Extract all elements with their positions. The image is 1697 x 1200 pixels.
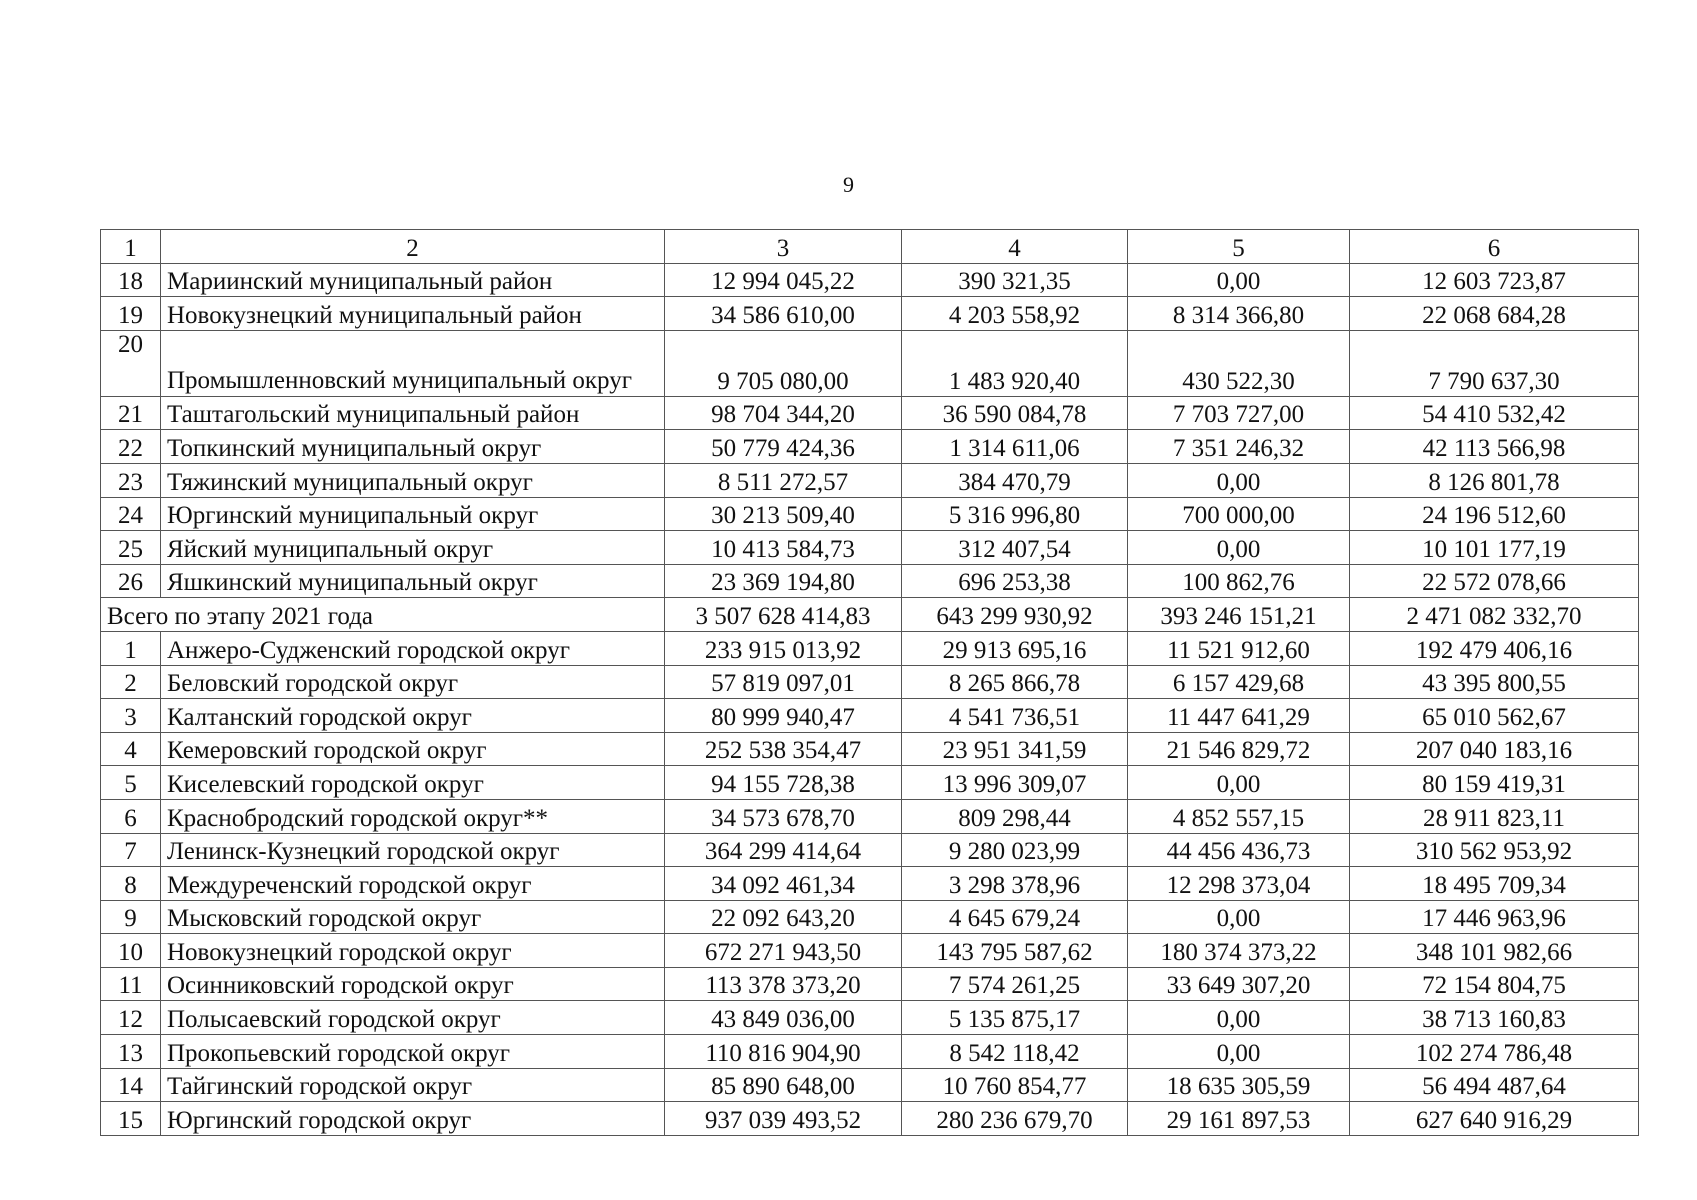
col-3-value: 34 586 610,00 (665, 297, 902, 331)
col-5-value: 7 703 727,00 (1128, 396, 1350, 430)
table-row (101, 631, 1639, 665)
row-number: 11 (101, 967, 161, 1001)
col-6-value: 627 640 916,29 (1350, 1102, 1639, 1136)
col-3-value: 43 849 036,00 (665, 1001, 902, 1035)
table-row (101, 799, 1639, 833)
col-5-value: 100 862,76 (1128, 564, 1350, 598)
col-3-value: 94 155 728,38 (665, 766, 902, 800)
table-row (101, 263, 1639, 297)
row-number: 19 (101, 297, 161, 331)
col-3-value: 110 816 904,90 (665, 1035, 902, 1069)
row-name: Киселевский городской округ (161, 766, 665, 800)
row-number: 7 (101, 833, 161, 867)
row-number: 24 (101, 497, 161, 531)
row-number: 25 (101, 531, 161, 565)
table-row (101, 564, 1639, 598)
total-c3-value: 3 507 628 414,83 (665, 598, 902, 632)
col-3-value: 22 092 643,20 (665, 900, 902, 934)
header-cell: 6 (1350, 230, 1639, 264)
total-c4-value: 643 299 930,92 (902, 598, 1128, 632)
col-4-value: 384 470,79 (902, 463, 1128, 497)
col-6-value: 12 603 723,87 (1350, 263, 1639, 297)
header-cell: 3 (665, 230, 902, 264)
col-6-value: 102 274 786,48 (1350, 1035, 1639, 1069)
col-5-value: 0,00 (1128, 1001, 1350, 1035)
col-4-value: 10 760 854,77 (902, 1068, 1128, 1102)
row-name: Калтанский городской округ (161, 699, 665, 733)
col-6-value: 54 410 532,42 (1350, 396, 1639, 430)
col-6-value: 42 113 566,98 (1350, 430, 1639, 464)
col-6-value: 18 495 709,34 (1350, 867, 1639, 901)
row-name: Яшкинский муниципальный округ (161, 564, 665, 598)
col-6-value: 43 395 800,55 (1350, 665, 1639, 699)
row-name: Анжеро-Судженский городской округ (161, 631, 665, 665)
col-6-value: 22 068 684,28 (1350, 297, 1639, 331)
row-number: 8 (101, 867, 161, 901)
col-4-value: 280 236 679,70 (902, 1102, 1128, 1136)
col-3-value: 672 271 943,50 (665, 934, 902, 968)
col-4-value: 1 314 611,06 (902, 430, 1128, 464)
col-5-value: 8 314 366,80 (1128, 297, 1350, 331)
col-6-value: 65 010 562,67 (1350, 699, 1639, 733)
table-row (101, 867, 1639, 901)
col-5-value: 0,00 (1128, 900, 1350, 934)
col-4-value: 8 542 118,42 (902, 1035, 1128, 1069)
row-name: Топкинский муниципальный округ (161, 430, 665, 464)
row-name: Новокузнецкий городской округ (161, 934, 665, 968)
header-cell: 4 (902, 230, 1128, 264)
col-5-value: 430 522,30 (1128, 330, 1350, 396)
col-6-value: 22 572 078,66 (1350, 564, 1639, 598)
row-name: Тяжинский муниципальный округ (161, 463, 665, 497)
row-number: 23 (101, 463, 161, 497)
col-4-value: 8 265 866,78 (902, 665, 1128, 699)
row-name: Мысковский городской округ (161, 900, 665, 934)
row-number: 22 (101, 430, 161, 464)
col-5-value: 7 351 246,32 (1128, 430, 1350, 464)
col-5-value: 4 852 557,15 (1128, 799, 1350, 833)
col-5-value: 18 635 305,59 (1128, 1068, 1350, 1102)
col-4-value: 7 574 261,25 (902, 967, 1128, 1001)
col-4-value: 23 951 341,59 (902, 732, 1128, 766)
row-name: Осинниковский городской округ (161, 967, 665, 1001)
col-5-value: 180 374 373,22 (1128, 934, 1350, 968)
row-number: 18 (101, 263, 161, 297)
col-5-value: 12 298 373,04 (1128, 867, 1350, 901)
col-3-value: 57 819 097,01 (665, 665, 902, 699)
col-6-value: 17 446 963,96 (1350, 900, 1639, 934)
col-4-value: 4 203 558,92 (902, 297, 1128, 331)
col-6-value: 8 126 801,78 (1350, 463, 1639, 497)
col-4-value: 390 321,35 (902, 263, 1128, 297)
total-c6-value: 2 471 082 332,70 (1350, 598, 1639, 632)
table-row (101, 1035, 1639, 1069)
col-5-value: 33 649 307,20 (1128, 967, 1350, 1001)
row-number: 10 (101, 934, 161, 968)
col-4-value: 4 645 679,24 (902, 900, 1128, 934)
col-5-value: 6 157 429,68 (1128, 665, 1350, 699)
row-name: Междуреченский городской округ (161, 867, 665, 901)
row-number: 26 (101, 564, 161, 598)
row-name: Юргинский муниципальный округ (161, 497, 665, 531)
header-cell: 2 (161, 230, 665, 264)
table-row (101, 934, 1639, 968)
row-name: Таштагольский муниципальный район (161, 396, 665, 430)
total-c5-value: 393 246 151,21 (1128, 598, 1350, 632)
col-5-value: 11 447 641,29 (1128, 699, 1350, 733)
col-4-value: 809 298,44 (902, 799, 1128, 833)
col-3-value: 12 994 045,22 (665, 263, 902, 297)
col-4-value: 9 280 023,99 (902, 833, 1128, 867)
col-6-value: 38 713 160,83 (1350, 1001, 1639, 1035)
table-row (101, 967, 1639, 1001)
col-5-value: 21 546 829,72 (1128, 732, 1350, 766)
row-number: 6 (101, 799, 161, 833)
table-row (101, 497, 1639, 531)
row-number: 4 (101, 732, 161, 766)
col-4-value: 36 590 084,78 (902, 396, 1128, 430)
col-6-value: 56 494 487,64 (1350, 1068, 1639, 1102)
row-number: 3 (101, 699, 161, 733)
row-number: 20 (101, 330, 161, 396)
table-row (101, 900, 1639, 934)
table-row (101, 766, 1639, 800)
col-6-value: 10 101 177,19 (1350, 531, 1639, 565)
col-3-value: 34 573 678,70 (665, 799, 902, 833)
col-6-value: 192 479 406,16 (1350, 631, 1639, 665)
col-3-value: 98 704 344,20 (665, 396, 902, 430)
col-5-value: 44 456 436,73 (1128, 833, 1350, 867)
table-row (101, 699, 1639, 733)
col-3-value: 9 705 080,00 (665, 330, 902, 396)
budget-table (100, 229, 1639, 1136)
row-number: 15 (101, 1102, 161, 1136)
row-number: 13 (101, 1035, 161, 1069)
col-3-value: 34 092 461,34 (665, 867, 902, 901)
row-name: Юргинский городской округ (161, 1102, 665, 1136)
row-name: Прокопьевский городской округ (161, 1035, 665, 1069)
header-row (101, 230, 1639, 264)
col-4-value: 4 541 736,51 (902, 699, 1128, 733)
table-row (101, 531, 1639, 565)
col-3-value: 23 369 194,80 (665, 564, 902, 598)
header-cell: 1 (101, 230, 161, 264)
table-row (101, 1102, 1639, 1136)
row-number: 5 (101, 766, 161, 800)
table-row (101, 833, 1639, 867)
col-6-value: 28 911 823,11 (1350, 799, 1639, 833)
col-3-value: 233 915 013,92 (665, 631, 902, 665)
col-3-value: 937 039 493,52 (665, 1102, 902, 1136)
col-5-value: 0,00 (1128, 1035, 1350, 1069)
col-6-value: 310 562 953,92 (1350, 833, 1639, 867)
row-name: Полысаевский городской округ (161, 1001, 665, 1035)
col-3-value: 364 299 414,64 (665, 833, 902, 867)
row-number: 14 (101, 1068, 161, 1102)
col-5-value: 0,00 (1128, 766, 1350, 800)
table-row (101, 1068, 1639, 1102)
row-name: Беловский городской округ (161, 665, 665, 699)
col-6-value: 207 040 183,16 (1350, 732, 1639, 766)
row-name: Краснобродский городской округ** (161, 799, 665, 833)
table-row (101, 330, 1639, 396)
table-row (101, 1001, 1639, 1035)
col-5-value: 0,00 (1128, 463, 1350, 497)
col-3-value: 113 378 373,20 (665, 967, 902, 1001)
row-name: Яйский муниципальный округ (161, 531, 665, 565)
table-row (101, 665, 1639, 699)
header-cell: 5 (1128, 230, 1350, 264)
col-4-value: 143 795 587,62 (902, 934, 1128, 968)
total-row (101, 598, 1639, 632)
row-number: 21 (101, 396, 161, 430)
col-3-value: 10 413 584,73 (665, 531, 902, 565)
row-name: Промышленновский муниципальный округ (161, 330, 665, 396)
col-6-value: 348 101 982,66 (1350, 934, 1639, 968)
row-name: Новокузнецкий муниципальный район (161, 297, 665, 331)
col-4-value: 3 298 378,96 (902, 867, 1128, 901)
col-5-value: 29 161 897,53 (1128, 1102, 1350, 1136)
col-4-value: 1 483 920,40 (902, 330, 1128, 396)
col-6-value: 80 159 419,31 (1350, 766, 1639, 800)
col-4-value: 312 407,54 (902, 531, 1128, 565)
row-number: 1 (101, 631, 161, 665)
table-row (101, 463, 1639, 497)
table-row (101, 297, 1639, 331)
col-3-value: 30 213 509,40 (665, 497, 902, 531)
row-number: 9 (101, 900, 161, 934)
table-row (101, 430, 1639, 464)
col-6-value: 24 196 512,60 (1350, 497, 1639, 531)
row-name: Кемеровский городской округ (161, 732, 665, 766)
col-6-value: 7 790 637,30 (1350, 330, 1639, 396)
row-number: 12 (101, 1001, 161, 1035)
table-row (101, 396, 1639, 430)
col-3-value: 50 779 424,36 (665, 430, 902, 464)
col-5-value: 700 000,00 (1128, 497, 1350, 531)
col-4-value: 5 135 875,17 (902, 1001, 1128, 1035)
col-4-value: 5 316 996,80 (902, 497, 1128, 531)
col-3-value: 85 890 648,00 (665, 1068, 902, 1102)
col-3-value: 252 538 354,47 (665, 732, 902, 766)
row-name: Ленинск-Кузнецкий городской округ (161, 833, 665, 867)
col-5-value: 0,00 (1128, 263, 1350, 297)
col-4-value: 696 253,38 (902, 564, 1128, 598)
table-row (101, 732, 1639, 766)
col-4-value: 29 913 695,16 (902, 631, 1128, 665)
col-5-value: 0,00 (1128, 531, 1350, 565)
col-4-value: 13 996 309,07 (902, 766, 1128, 800)
row-name: Тайгинский городской округ (161, 1068, 665, 1102)
page-number: 9 (843, 172, 854, 197)
col-3-value: 80 999 940,47 (665, 699, 902, 733)
col-5-value: 11 521 912,60 (1128, 631, 1350, 665)
col-3-value: 8 511 272,57 (665, 463, 902, 497)
row-number: 2 (101, 665, 161, 699)
row-name: Мариинский муниципальный район (161, 263, 665, 297)
col-6-value: 72 154 804,75 (1350, 967, 1639, 1001)
total-label: Всего по этапу 2021 года (101, 598, 665, 632)
